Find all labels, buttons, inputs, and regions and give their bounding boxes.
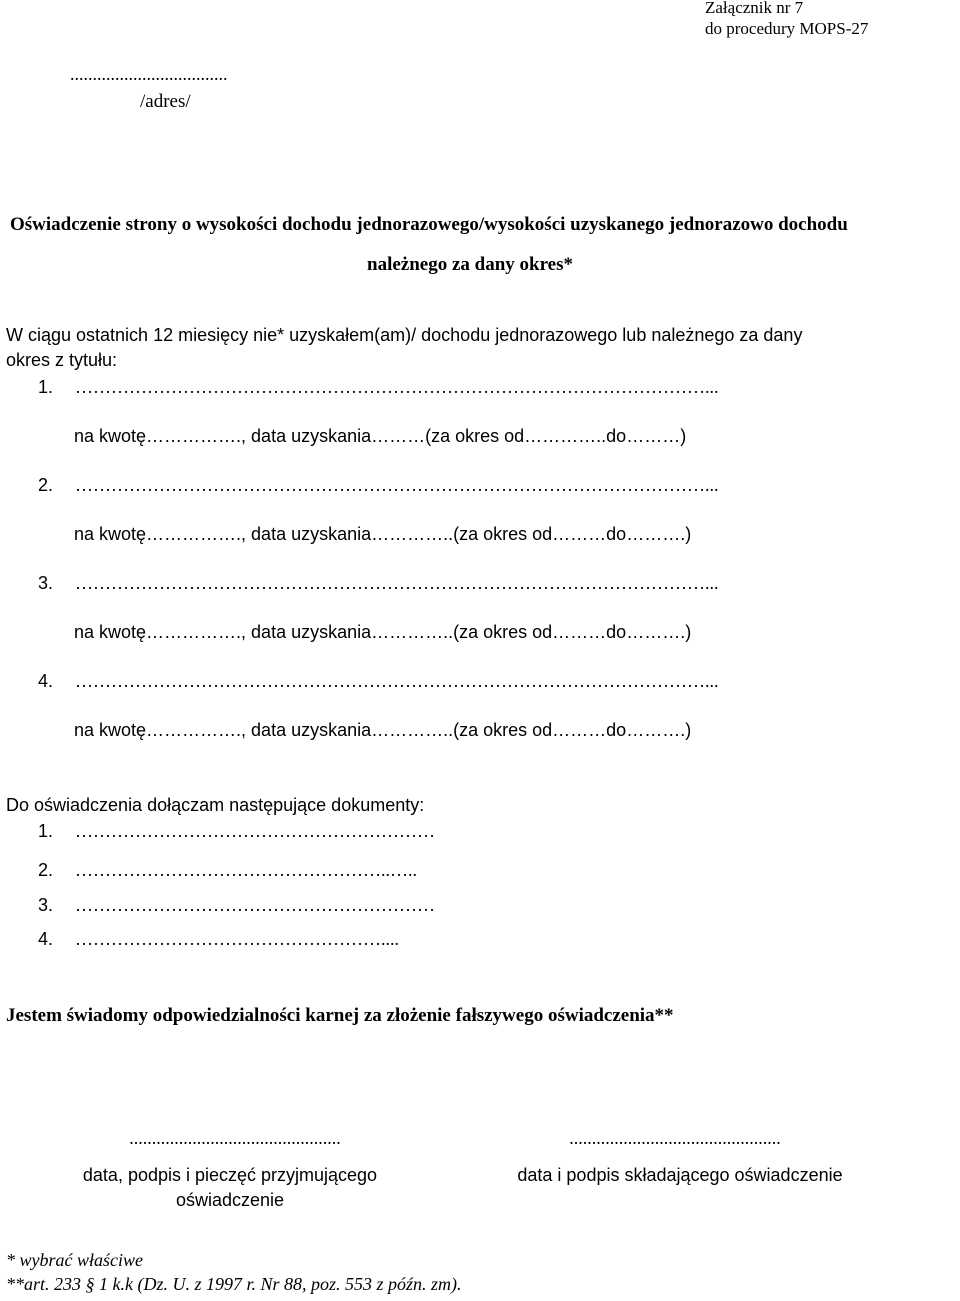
document-item-fill: …………………………………………………… [75, 821, 435, 841]
document-title-line2: należnego za dany okres* [367, 254, 574, 275]
income-item-fill: ……………………………………………………………………………………………... [75, 573, 719, 593]
footnote-choose: * wybrać właściwe [6, 1250, 143, 1270]
income-item-fill: ……………………………………………………………………………………………... [75, 377, 719, 397]
income-item-detail: na kwotę……………., data uzyskania………(za okres od…………..do………) [74, 426, 687, 446]
income-item-number: 4. [38, 671, 54, 691]
document-item-fill: …………………………………………………… [75, 895, 435, 915]
intro-line2: okres z tytułu: [6, 350, 118, 370]
address-label: /adres/ [140, 91, 191, 112]
document-title-line1: Oświadczenie strony o wysokości dochodu jednorazowego/wysokości uzyskanego jednorazowo dochodu [10, 214, 848, 235]
document-item-fill: …………………………………………….... [75, 929, 399, 949]
income-item-detail: na kwotę……………., data uzyskania…………..(za okres od………do……….) [74, 720, 692, 740]
awareness-statement: Jestem świadomy odpowiedzialności karnej za złożenie fałszywego oświadczenia** [6, 1005, 674, 1026]
intro-line1: W ciągu ostatnich 12 miesięcy nie* uzyskałem(am)/ dochodu jednorazowego lub należnego za dany [6, 325, 803, 345]
income-item-fill: ……………………………………………………………………………………………... [75, 475, 719, 495]
document-item-number: 4. [38, 929, 54, 949]
footnote-legal-reference: **art. 233 § 1 k.k (Dz. U. z 1997 r. Nr 88, poz. 553 z późn. zm). [6, 1274, 462, 1294]
income-item-number: 2. [38, 475, 54, 495]
signature-line-receiver: ............................................... [129, 1128, 341, 1148]
documents-heading: Do oświadczenia dołączam następujące dokumenty: [6, 795, 425, 815]
document-item-number: 1. [38, 821, 54, 841]
signature-label-declarant: data i podpis składającego oświadczenie [517, 1165, 843, 1185]
income-item-fill: ……………………………………………………………………………………………... [75, 671, 719, 691]
income-item-detail: na kwotę……………., data uzyskania…………..(za okres od………do……….) [74, 524, 692, 544]
document-item-number: 3. [38, 895, 54, 915]
income-item-number: 3. [38, 573, 54, 593]
document-item-number: 2. [38, 860, 54, 880]
address-dots: ................................... [70, 64, 228, 84]
income-item-detail: na kwotę……………., data uzyskania…………..(za okres od………do……….) [74, 622, 692, 642]
attachment-number: Załącznik nr 7 [705, 0, 804, 17]
income-item-number: 1. [38, 377, 54, 397]
signature-label-receiver: data, podpis i pieczęć przyjmującego [82, 1165, 378, 1185]
document-item-fill: ……………………………………………..….. [75, 860, 417, 880]
procedure-reference: do procedury MOPS-27 [705, 19, 869, 38]
signature-label-receiver-cont: oświadczenie [175, 1190, 285, 1210]
signature-line-declarant: ............................................... [569, 1128, 781, 1148]
